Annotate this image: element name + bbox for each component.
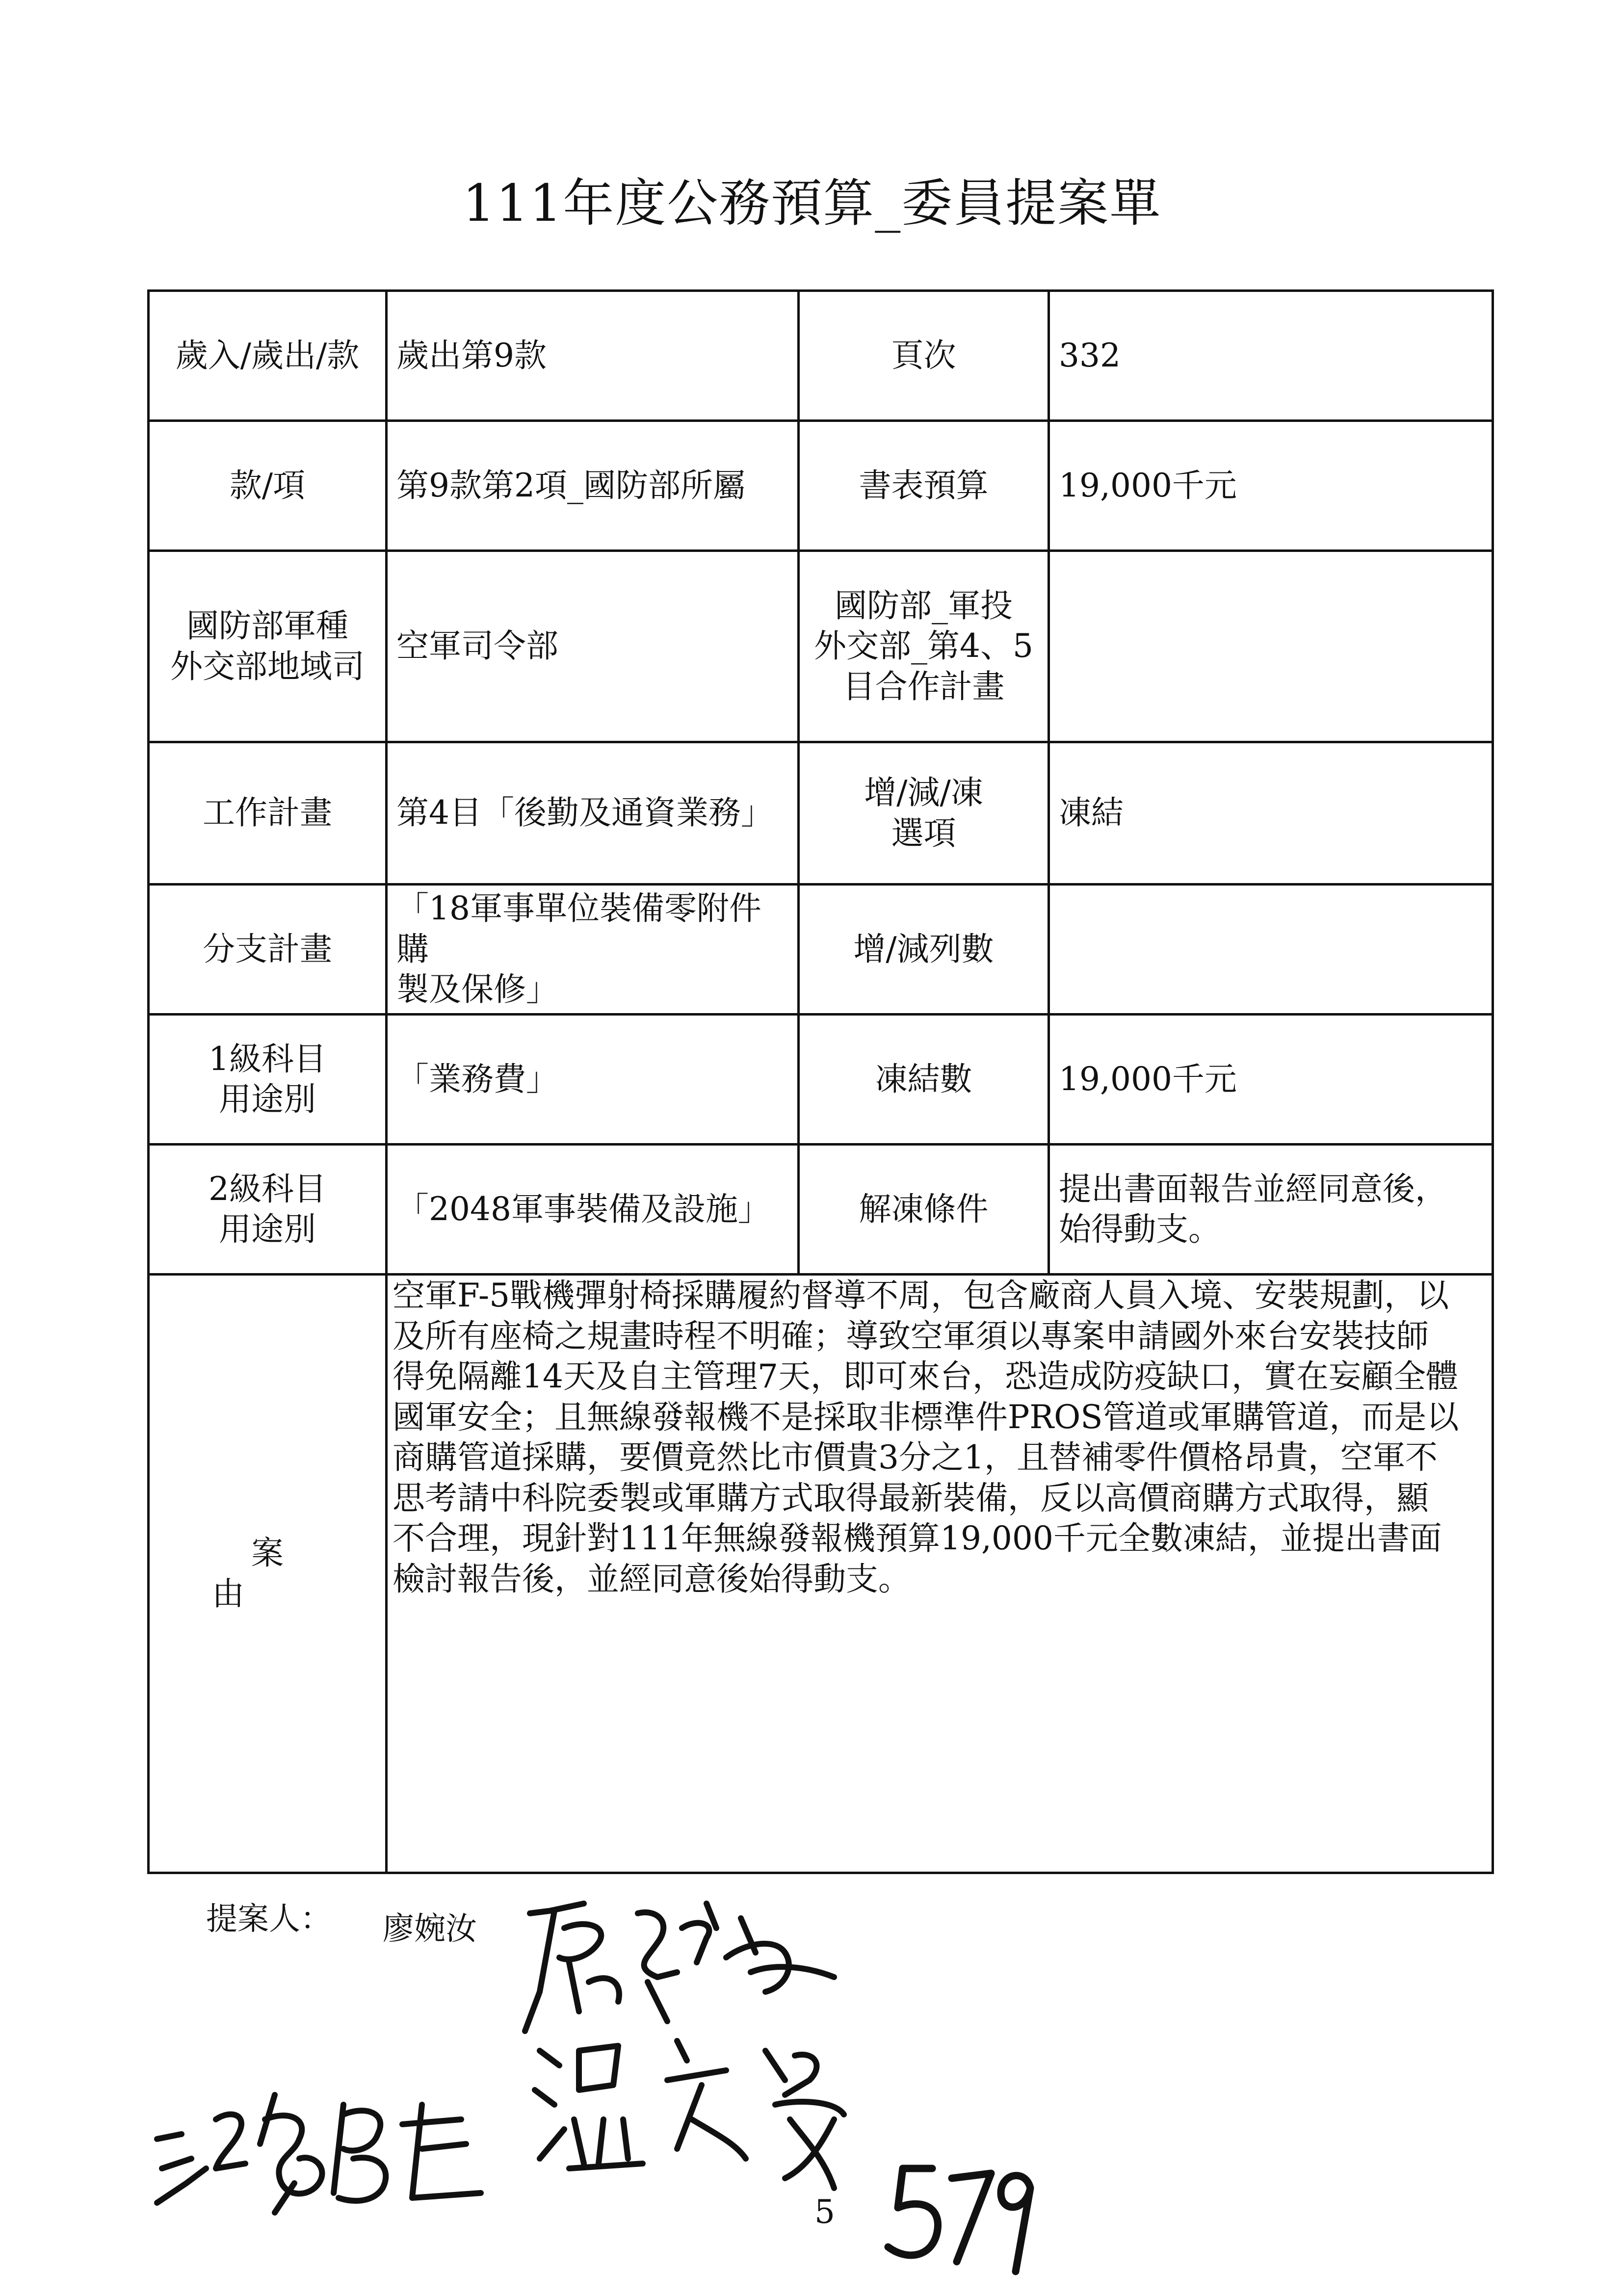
label-cell: 頁次 bbox=[799, 291, 1049, 421]
reason-text bbox=[387, 1275, 1493, 1873]
label-line: 2級科目 bbox=[209, 1170, 326, 1208]
label-cell: 凍結數 bbox=[799, 1015, 1049, 1145]
table-row bbox=[149, 1015, 1493, 1145]
value-cell: 「2048軍事裝備及設施」 bbox=[387, 1145, 799, 1275]
reason-line: 國軍安全；且無線發報機不是採取非標準件PROS管道或軍購管道，而是以 bbox=[393, 1398, 1459, 1436]
value-line: 「18軍事單位裝備零附件購 bbox=[396, 889, 761, 968]
value-cell: 空軍司令部 bbox=[387, 551, 799, 742]
label-cell: 增/減列數 bbox=[799, 885, 1049, 1015]
value-line: 製及保修」 bbox=[396, 970, 558, 1009]
value-cell: 「業務費」 bbox=[387, 1015, 799, 1145]
table-row bbox=[149, 551, 1493, 742]
value-cell: 332 bbox=[1049, 291, 1493, 421]
proposer-label: 提案人： bbox=[206, 1901, 332, 1937]
reason-row bbox=[149, 1275, 1493, 1873]
label-line: 國防部軍種 bbox=[186, 607, 348, 645]
label-cell bbox=[799, 551, 1049, 742]
label-cell: 款/項 bbox=[149, 421, 387, 551]
value-cell: 第9款第2項_國防部所屬 bbox=[387, 421, 799, 551]
value-cell: 歲出第9款 bbox=[387, 291, 799, 421]
reason-label: 案由 bbox=[149, 1275, 387, 1873]
label-line: 國防部_軍投 bbox=[835, 586, 1013, 625]
reason-line: 得免隔離14天及自主管理7天，即可來台，恐造成防疫缺口，實在妄顧全體 bbox=[393, 1357, 1458, 1395]
value-cell: 凍結 bbox=[1049, 742, 1493, 885]
label-line: 外交部_第4、5 bbox=[814, 627, 1033, 665]
table-row bbox=[149, 421, 1493, 551]
label-cell: 工作計畫 bbox=[149, 742, 387, 885]
table-row bbox=[149, 742, 1493, 885]
value-cell bbox=[1049, 1145, 1493, 1275]
value-cell: 第4目「後勤及通資業務」 bbox=[387, 742, 799, 885]
reason-line: 不合理，現針對111年無線發報機預算19,000千元全數凍結，並提出書面 bbox=[393, 1519, 1442, 1557]
label-cell: 分支計畫 bbox=[149, 885, 387, 1015]
signature-2 bbox=[530, 2021, 883, 2198]
value-cell bbox=[1049, 885, 1493, 1015]
reason-line: 思考請中科院委製或軍購方式取得最新裝備，反以高價商購方式取得，顯 bbox=[393, 1479, 1429, 1517]
label-cell bbox=[799, 742, 1049, 885]
label-line: 用途別 bbox=[219, 1080, 316, 1118]
proposer-name: 廖婉汝 bbox=[383, 1911, 477, 1947]
reason-line: 檢討報告後，並經同意後始得動支。 bbox=[393, 1560, 911, 1598]
label-cell: 解凍條件 bbox=[799, 1145, 1049, 1275]
label-cell bbox=[149, 551, 387, 742]
proposal-form-table bbox=[147, 289, 1494, 1874]
page-number: 5 bbox=[814, 2193, 835, 2231]
table-row bbox=[149, 885, 1493, 1015]
label-cell: 歲入/歲出/款 bbox=[149, 291, 387, 421]
value-line: 提出書面報告並經同意後， bbox=[1059, 1170, 1447, 1208]
reason-line: 商購管道採購，要價竟然比市價貴3分之1，且替補零件價格昂貴，空軍不 bbox=[393, 1438, 1438, 1476]
label-line: 1級科目 bbox=[209, 1040, 326, 1078]
proposer bbox=[206, 1894, 477, 1947]
label-cell: 書表預算 bbox=[799, 421, 1049, 551]
label-line: 目合作計畫 bbox=[842, 667, 1005, 705]
value-line: 始得動支。 bbox=[1059, 1210, 1221, 1248]
handwritten-number bbox=[878, 2149, 1045, 2281]
label-line: 增/減/凍 bbox=[864, 774, 983, 811]
label-line: 外交部地域司 bbox=[170, 647, 365, 685]
value-cell bbox=[387, 885, 799, 1015]
reason-line: 空軍F-5戰機彈射椅採購履約督導不周，包含廠商人員入境、安裝規劃，以 bbox=[393, 1277, 1449, 1314]
label-line: 選項 bbox=[891, 814, 956, 852]
table-row bbox=[149, 291, 1493, 421]
label-cell bbox=[149, 1145, 387, 1275]
signature-3 bbox=[147, 2075, 520, 2222]
label-cell bbox=[149, 1015, 387, 1145]
value-cell: 19,000千元 bbox=[1049, 1015, 1493, 1145]
label-line: 用途別 bbox=[219, 1210, 316, 1248]
value-cell bbox=[1049, 551, 1493, 742]
value-cell: 19,000千元 bbox=[1049, 421, 1493, 551]
table-row bbox=[149, 1145, 1493, 1275]
reason-line: 及所有座椅之規畫時程不明確；導致空軍須以專案申請國外來台安裝技師 bbox=[393, 1317, 1429, 1355]
signature-1 bbox=[510, 1884, 854, 2041]
page-title: 111年度公務預算_委員提案單 bbox=[462, 173, 1162, 233]
